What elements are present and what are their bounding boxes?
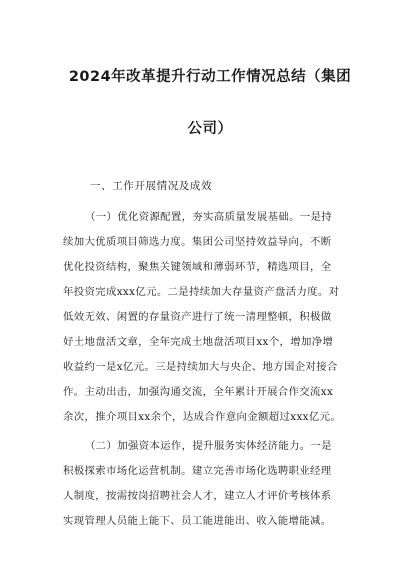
section-heading: 一、工作开展情况及成效 [90, 180, 213, 192]
paragraph-1-line: （一）优化资源配置，夯实高质量发展基础。一是持 [85, 211, 333, 223]
paragraph-2-line: 人制度，按需按岗招聘社会人才，建立人才评价考核体系 [63, 490, 332, 502]
paragraph-1-line: 优化投资结构，聚焦关键领域和薄弱环节，精选项目，全 [63, 261, 332, 273]
paragraph-2-line: 实现管理人员能上能下、员工能进能出、收入能增能减。 [63, 515, 332, 527]
paragraph-1-line: 收益约一是x亿元。三是持续加大与央企、地方国企对接合 [63, 361, 338, 373]
paragraph-1-line: 好土地盘活文章，全年完成土地盘活项目xx个，增加净增 [63, 336, 334, 348]
paragraph-1-line: 年投资完成xxx亿元。二是持续加大存量资产盘活力度。对 [63, 286, 340, 298]
paragraph-1-line: 作。主动出击，加强沟通交流，全年累计开展合作交流xx [63, 386, 334, 398]
document-title-line-2: 公司） [187, 121, 233, 137]
document-title-line-1: 2024年改革提升行动工作情况总结（集团 [68, 69, 352, 85]
paragraph-2-line: （二）加强资本运作，提升服务实体经济能力。一是 [85, 440, 333, 452]
paragraph-1-line: 续加大优质项目筛选力度。集团公司坚持效益导向，不断 [63, 236, 332, 248]
paragraph-1-line: 余次，推介项目xx余个，达成合作意向金额超过xxx亿元。 [63, 411, 342, 423]
paragraph-1-line: 低效无效、闲置的存量资产进行了统一清理整顿，积极做 [63, 311, 332, 323]
paragraph-2-line: 积极探索市场化运营机制。建立完善市场化选聘职业经理 [63, 465, 332, 477]
